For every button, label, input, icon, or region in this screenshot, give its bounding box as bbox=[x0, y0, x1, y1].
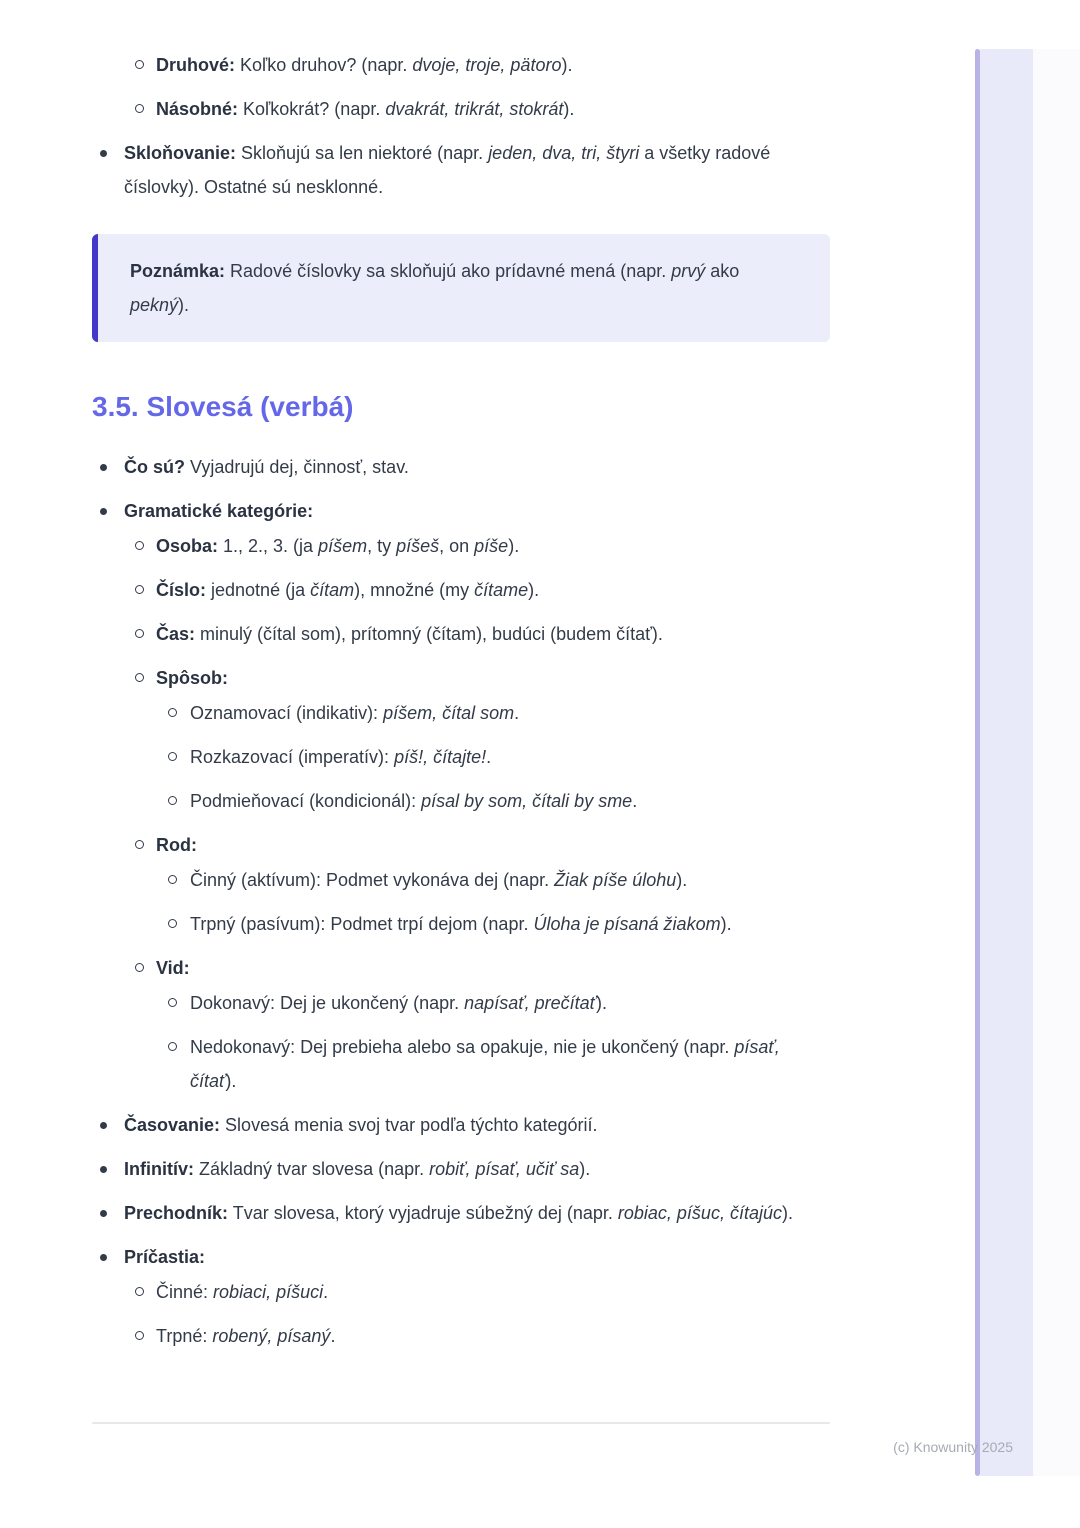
text-segment-regular: Podmieňovací (kondicionál): bbox=[190, 791, 422, 811]
text-segment-italic: písať, čítať bbox=[190, 1037, 780, 1091]
bullet-circle-icon bbox=[168, 796, 177, 805]
text-segment-regular: Činný (aktívum): Podmet vykonáva dej (napr. bbox=[190, 870, 555, 890]
page-edge-strip bbox=[980, 49, 1033, 1476]
text-segment-regular: ). bbox=[225, 1071, 237, 1091]
text-segment-italic: robený, písaný bbox=[212, 1326, 331, 1346]
text-segment-bold: Osoba: bbox=[156, 536, 219, 556]
text-segment-regular: ). bbox=[563, 99, 575, 119]
list-item bbox=[92, 740, 830, 774]
list-item-text bbox=[156, 617, 830, 651]
text-segment-regular: Trpné: bbox=[156, 1326, 213, 1346]
bullet-circle-icon bbox=[135, 840, 144, 849]
text-segment-bold: Príčastia: bbox=[124, 1247, 206, 1267]
list-item bbox=[92, 828, 830, 862]
text-segment-regular: Základný tvar slovesa (napr. bbox=[194, 1159, 430, 1179]
bullet-circle-icon bbox=[135, 673, 144, 682]
text-segment-bold: Násobné: bbox=[156, 99, 239, 119]
list-item bbox=[92, 907, 830, 941]
text-segment-italic: jeden, dva, tri, štyri bbox=[488, 143, 640, 163]
text-segment-bold: Poznámka: bbox=[130, 261, 226, 281]
list-item-text bbox=[190, 986, 830, 1020]
list-item-text bbox=[190, 863, 830, 897]
copyright-text: (c) Knowunity 2025 bbox=[893, 1439, 1013, 1455]
note-text bbox=[130, 254, 782, 322]
text-segment-italic: Žiak píše úlohu bbox=[554, 870, 677, 890]
list-item bbox=[92, 696, 830, 730]
list-item-text bbox=[124, 450, 830, 484]
list-item-text bbox=[124, 1152, 830, 1186]
list-item bbox=[92, 529, 830, 563]
list-item-text bbox=[190, 696, 830, 730]
list-item bbox=[92, 986, 830, 1020]
text-segment-regular: Činné: bbox=[156, 1282, 214, 1302]
page-edge-line bbox=[975, 49, 980, 1476]
text-segment-regular: ). bbox=[579, 1159, 591, 1179]
text-segment-italic: prvý bbox=[671, 261, 706, 281]
list-item bbox=[92, 1240, 830, 1274]
list-item-text bbox=[190, 740, 830, 774]
bullet-disc-icon bbox=[100, 150, 107, 157]
list-item-text bbox=[156, 92, 830, 126]
text-segment-regular: . bbox=[323, 1282, 329, 1302]
text-segment-italic: píš!, čítajte! bbox=[394, 747, 487, 767]
text-segment-italic: napísať, prečítať bbox=[464, 993, 596, 1013]
text-segment-regular: Dokonavý: Dej je ukončený (napr. bbox=[190, 993, 465, 1013]
list-item-text bbox=[124, 136, 830, 204]
text-segment-regular: Trpný (pasívum): Podmet trpí dejom (napr. bbox=[190, 914, 534, 934]
bullet-circle-icon bbox=[135, 541, 144, 550]
text-segment-bold: Druhové: bbox=[156, 55, 236, 75]
list-item-text bbox=[190, 1030, 830, 1098]
text-segment-regular: ). bbox=[561, 55, 573, 75]
text-segment-regular: jednotné (ja bbox=[206, 580, 311, 600]
list-item-text bbox=[156, 828, 830, 862]
text-segment-bold: Vid: bbox=[156, 958, 190, 978]
text-segment-bold: Spôsob: bbox=[156, 668, 228, 688]
list-item bbox=[92, 1319, 830, 1353]
bullet-circle-icon bbox=[135, 1331, 144, 1340]
text-segment-regular: ako bbox=[705, 261, 740, 281]
text-segment-italic: robiac, píšuc, čítajúc bbox=[617, 1203, 782, 1223]
text-segment-regular: , ty bbox=[367, 536, 397, 556]
list-item bbox=[92, 1108, 830, 1142]
text-segment-regular: Slovesá menia svoj tvar podľa týchto kategórií. bbox=[220, 1115, 598, 1135]
list-item bbox=[92, 863, 830, 897]
text-segment-italic: pekný bbox=[130, 295, 179, 315]
text-segment-regular: Tvar slovesa, ktorý vyjadruje súbežný dej (napr. bbox=[228, 1203, 618, 1223]
list-item-text bbox=[156, 1275, 830, 1309]
page-margin-area bbox=[1033, 49, 1080, 1476]
text-segment-bold: Číslo: bbox=[156, 580, 207, 600]
text-segment-bold: Časovanie: bbox=[124, 1115, 221, 1135]
list-item bbox=[92, 48, 830, 82]
bullet-circle-icon bbox=[168, 875, 177, 884]
list-item bbox=[92, 1030, 830, 1098]
text-segment-italic: dvakrát, trikrát, stokrát bbox=[385, 99, 564, 119]
list-item bbox=[92, 617, 830, 651]
text-segment-regular: a všetky radové číslovky). Ostatné sú nesklonné. bbox=[124, 143, 771, 197]
text-segment-italic: čítam bbox=[310, 580, 355, 600]
text-segment-regular: 1., 2., 3. (ja bbox=[218, 536, 319, 556]
list-item-text bbox=[190, 784, 830, 818]
list-item-text bbox=[156, 48, 830, 82]
list-item-text bbox=[124, 1196, 830, 1230]
text-segment-regular: Skloňujú sa len niektoré (napr. bbox=[236, 143, 489, 163]
list-item bbox=[92, 92, 830, 126]
list-item-text bbox=[156, 529, 830, 563]
text-segment-bold: Čo sú? bbox=[124, 457, 185, 477]
text-segment-regular: ). bbox=[508, 536, 520, 556]
list-item-text bbox=[124, 494, 830, 528]
list-item-text bbox=[156, 661, 830, 695]
text-segment-regular: ), množné (my bbox=[354, 580, 475, 600]
text-segment-regular: ). bbox=[178, 295, 190, 315]
bullet-circle-icon bbox=[135, 629, 144, 638]
bullet-disc-icon bbox=[100, 1254, 107, 1261]
text-segment-bold: Infinitív: bbox=[124, 1159, 194, 1179]
bullet-circle-icon bbox=[168, 998, 177, 1007]
bullet-disc-icon bbox=[100, 1210, 107, 1217]
list-item bbox=[92, 573, 830, 607]
list-item bbox=[92, 1196, 830, 1230]
text-segment-italic: dvoje, troje, pätoro bbox=[412, 55, 562, 75]
text-segment-bold: Gramatické kategórie: bbox=[124, 501, 314, 521]
text-segment-italic: píšem, čítal som bbox=[383, 703, 515, 723]
note-callout bbox=[92, 234, 830, 342]
text-segment-italic: robiť, písať, učiť sa bbox=[429, 1159, 580, 1179]
list-item-text bbox=[190, 907, 830, 941]
text-segment-regular: . bbox=[330, 1326, 336, 1346]
list-item-text bbox=[156, 951, 830, 985]
text-segment-regular: Koľko druhov? (napr. bbox=[235, 55, 413, 75]
bullet-circle-icon bbox=[135, 104, 144, 113]
list-item-text bbox=[156, 573, 830, 607]
text-segment-italic: písal by som, čítali by sme bbox=[421, 791, 633, 811]
bullet-disc-icon bbox=[100, 1166, 107, 1173]
text-segment-regular: ). bbox=[595, 993, 607, 1013]
bullet-circle-icon bbox=[135, 1287, 144, 1296]
list-item bbox=[92, 661, 830, 695]
text-segment-bold: Rod: bbox=[156, 835, 197, 855]
list-item-text bbox=[124, 1240, 830, 1274]
text-segment-bold: Prechodník: bbox=[124, 1203, 229, 1223]
text-segment-regular: . bbox=[632, 791, 638, 811]
bullet-circle-icon bbox=[168, 919, 177, 928]
text-segment-regular: , on bbox=[439, 536, 475, 556]
list-item bbox=[92, 1152, 830, 1186]
text-segment-regular: ). bbox=[781, 1203, 793, 1223]
section-divider bbox=[92, 1422, 830, 1424]
list-item bbox=[92, 784, 830, 818]
list-item-text bbox=[156, 1319, 830, 1353]
text-segment-regular: Oznamovací (indikativ): bbox=[190, 703, 384, 723]
text-segment-bold: Čas: bbox=[156, 624, 196, 644]
text-segment-regular: ). bbox=[720, 914, 732, 934]
text-segment-bold: Skloňovanie: bbox=[124, 143, 237, 163]
list-item bbox=[92, 1275, 830, 1309]
text-segment-regular: ). bbox=[528, 580, 540, 600]
text-segment-regular: ). bbox=[676, 870, 688, 890]
text-segment-regular: Radové číslovky sa skloňujú ako prídavné mená (napr. bbox=[225, 261, 672, 281]
bullet-disc-icon bbox=[100, 1122, 107, 1129]
bullet-circle-icon bbox=[135, 60, 144, 69]
bullet-disc-icon bbox=[100, 508, 107, 515]
text-segment-italic: robiaci, píšuci bbox=[213, 1282, 324, 1302]
bullet-circle-icon bbox=[168, 752, 177, 761]
bullet-circle-icon bbox=[135, 585, 144, 594]
list-item bbox=[92, 494, 830, 528]
text-segment-italic: Úloha je písaná žiakom bbox=[533, 914, 721, 934]
text-segment-regular: . bbox=[514, 703, 520, 723]
list-item bbox=[92, 136, 830, 204]
text-segment-italic: píše bbox=[474, 536, 509, 556]
text-segment-italic: píšem bbox=[318, 536, 368, 556]
section-heading: 3.5. Slovesá (verbá) bbox=[92, 391, 354, 422]
text-segment-italic: píšeš bbox=[396, 536, 440, 556]
text-segment-regular: minulý (čítal som), prítomný (čítam), budúci (budem čítať). bbox=[195, 624, 663, 644]
text-segment-regular: Rozkazovací (imperatív): bbox=[190, 747, 395, 767]
bullet-circle-icon bbox=[168, 1042, 177, 1051]
bullet-circle-icon bbox=[168, 708, 177, 717]
text-segment-regular: Nedokonavý: Dej prebieha alebo sa opakuje, nie je ukončený (napr. bbox=[190, 1037, 735, 1057]
list-item-text bbox=[124, 1108, 830, 1142]
list-item bbox=[92, 450, 830, 484]
list-item bbox=[92, 951, 830, 985]
text-segment-italic: čítame bbox=[474, 580, 529, 600]
text-segment-regular: Vyjadrujú dej, činnosť, stav. bbox=[185, 457, 409, 477]
bullet-circle-icon bbox=[135, 963, 144, 972]
text-segment-regular: Koľkokrát? (napr. bbox=[238, 99, 386, 119]
text-segment-regular: . bbox=[486, 747, 492, 767]
bullet-disc-icon bbox=[100, 464, 107, 471]
